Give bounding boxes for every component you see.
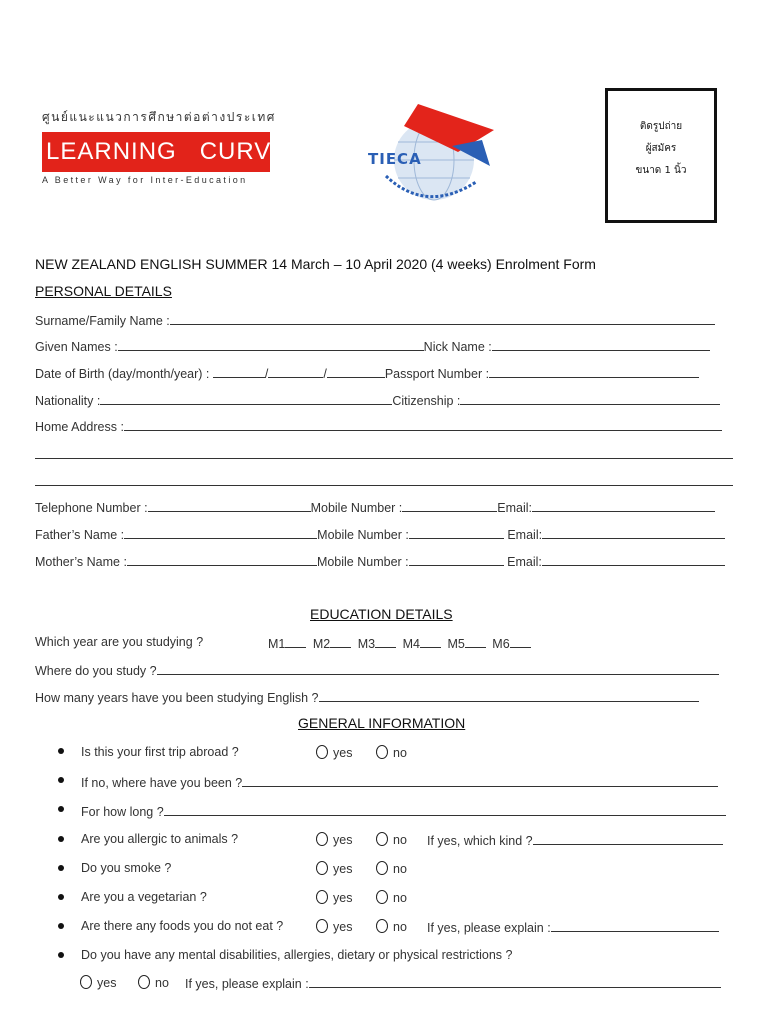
- year-m3-field[interactable]: [375, 635, 396, 648]
- radio-icon[interactable]: [376, 919, 388, 933]
- yes-label: yes: [333, 920, 353, 934]
- where-been-question: If no, where have you been ?: [81, 776, 243, 790]
- mother-row: [35, 553, 725, 569]
- citizenship-label: Citizenship :: [392, 394, 461, 408]
- email-field[interactable]: [532, 499, 715, 512]
- how-long-field[interactable]: [164, 803, 726, 816]
- photo-box-line1: ติดรูปถ่าย: [639, 121, 683, 132]
- first-trip-yes[interactable]: [316, 745, 352, 760]
- email-label: Email:: [497, 501, 533, 515]
- bullet-icon: [58, 952, 64, 958]
- telephone-field[interactable]: [148, 499, 311, 512]
- year-option-m5: M5: [447, 637, 465, 651]
- restrictions-explain-label: If yes, please explain :: [185, 977, 309, 991]
- bullet-icon: [58, 894, 64, 900]
- bullet-icon: [58, 836, 64, 842]
- dob-month-field[interactable]: [268, 365, 323, 378]
- no-label: no: [393, 891, 407, 905]
- restrictions-yes[interactable]: [80, 975, 116, 990]
- yes-label: yes: [333, 833, 353, 847]
- mother-email-label: Email:: [507, 555, 542, 569]
- father-email-label: Email:: [507, 528, 543, 542]
- year-m6-field[interactable]: [510, 635, 531, 648]
- allergic-kind-field[interactable]: [533, 832, 723, 845]
- father-name-field[interactable]: [124, 526, 317, 539]
- smoke-question: Do you smoke ?: [81, 861, 172, 875]
- yes-label: yes: [333, 746, 353, 760]
- father-mobile-field[interactable]: [409, 526, 504, 539]
- radio-icon[interactable]: [316, 861, 328, 875]
- bullet-icon: [58, 923, 64, 929]
- passport-field[interactable]: [489, 365, 699, 378]
- nationality-row: [35, 392, 720, 408]
- year-option-m2: M2: [312, 637, 331, 651]
- years-english-label: How many years have you been studying English ?: [35, 691, 319, 705]
- photo-box: [605, 88, 717, 223]
- allergic-animals-yes[interactable]: [316, 832, 352, 847]
- general-information-heading: GENERAL INFORMATION: [298, 715, 466, 731]
- citizenship-field[interactable]: [460, 392, 720, 405]
- logo-text: LEARNING CURVE: [46, 138, 289, 165]
- radio-icon[interactable]: [316, 832, 328, 846]
- foods-question: Are there any foods you do not eat ?: [81, 919, 284, 933]
- yes-label: yes: [97, 976, 117, 990]
- dob-label: Date of Birth (day/month/year) :: [35, 367, 210, 381]
- home-address-line-3[interactable]: [35, 485, 733, 486]
- smoke-yes[interactable]: [316, 861, 352, 876]
- home-address-label: Home Address :: [35, 420, 124, 434]
- mother-mobile-label: Mobile Number :: [316, 555, 409, 569]
- form-title: NEW ZEALAND ENGLISH SUMMER 14 March – 10 April 2020 (4 weeks) Enrolment Form: [35, 256, 596, 272]
- how-long-row: [81, 803, 726, 819]
- bullet-icon: [58, 806, 64, 812]
- study-year-options: [268, 635, 531, 651]
- surname-label: Surname/Family Name :: [35, 314, 170, 328]
- no-label: no: [393, 862, 407, 876]
- tieca-logo-text: TIECA: [368, 150, 422, 168]
- radio-icon[interactable]: [80, 975, 92, 989]
- given-names-field[interactable]: [118, 338, 424, 351]
- mother-mobile-field[interactable]: [409, 553, 504, 566]
- nick-name-field[interactable]: [492, 338, 710, 351]
- radio-icon[interactable]: [316, 890, 328, 904]
- restrictions-explain-field[interactable]: [309, 975, 721, 988]
- father-mobile-label: Mobile Number :: [317, 528, 409, 542]
- father-email-field[interactable]: [542, 526, 725, 539]
- dob-year-field[interactable]: [327, 365, 385, 378]
- home-address-line-2[interactable]: [35, 458, 733, 459]
- restrictions-explain-row: [185, 975, 721, 991]
- year-m1-field[interactable]: [285, 635, 306, 648]
- nick-name-label: Nick Name :: [423, 340, 492, 354]
- bullet-icon: [58, 865, 64, 871]
- mobile-field[interactable]: [402, 499, 497, 512]
- given-names-label: Given Names :: [35, 340, 118, 354]
- passport-label: Passport Number :: [384, 367, 490, 381]
- foods-yes[interactable]: [316, 919, 352, 934]
- logo-subtitle: A Better Way for Inter-Education: [42, 175, 248, 185]
- dob-separator: /: [264, 367, 269, 381]
- radio-icon[interactable]: [376, 832, 388, 846]
- home-address-field[interactable]: [124, 418, 722, 431]
- photo-box-line3: ขนาด 1 นิ้ว: [635, 165, 687, 176]
- radio-icon[interactable]: [316, 745, 328, 759]
- year-m4-field[interactable]: [420, 635, 441, 648]
- smoke-no[interactable]: [376, 861, 407, 876]
- year-option-m1: M1: [268, 637, 286, 651]
- thai-tagline: ศูนย์แนะแนวการศึกษาต่อต่างประเทศ: [42, 110, 276, 124]
- allergic-kind-row: [427, 832, 723, 848]
- where-been-field[interactable]: [242, 774, 718, 787]
- bullet-icon: [58, 777, 64, 783]
- restrictions-question: Do you have any mental disabilities, allergies, dietary or physical restrictions ?: [81, 948, 513, 962]
- vegetarian-question: Are you a vegetarian ?: [81, 890, 207, 904]
- vegetarian-no[interactable]: [376, 890, 407, 905]
- photo-box-line2: ผู้สมัคร: [645, 143, 677, 154]
- where-study-field[interactable]: [157, 662, 719, 675]
- year-m2-field[interactable]: [330, 635, 351, 648]
- education-details-heading: EDUCATION DETAILS: [310, 606, 453, 622]
- foods-explain-field[interactable]: [551, 919, 719, 932]
- first-trip-no[interactable]: [376, 745, 407, 760]
- allergic-animals-question: Are you allergic to animals ?: [81, 832, 239, 846]
- radio-icon[interactable]: [376, 745, 388, 759]
- radio-icon[interactable]: [376, 861, 388, 875]
- surname-row: [35, 312, 715, 328]
- bullet-icon: [58, 748, 64, 754]
- tieca-logo: [366, 102, 498, 204]
- learning-curve-logo: [42, 108, 289, 188]
- no-label: no: [155, 976, 169, 990]
- allergic-kind-label: If yes, which kind ?: [427, 834, 533, 848]
- year-option-m4: M4: [402, 637, 420, 651]
- where-been-row: [81, 774, 718, 790]
- year-option-m3: M3: [357, 637, 376, 651]
- dob-day-field[interactable]: [213, 365, 265, 378]
- telephone-label: Telephone Number :: [35, 501, 148, 515]
- study-year-row: [35, 635, 203, 649]
- where-study-label: Where do you study ?: [35, 664, 157, 678]
- nationality-field[interactable]: [100, 392, 392, 405]
- personal-details-heading: PERSONAL DETAILS: [35, 283, 172, 299]
- dob-row: [35, 365, 699, 381]
- year-m5-field[interactable]: [465, 635, 486, 648]
- radio-icon[interactable]: [138, 975, 150, 989]
- no-label: no: [393, 920, 407, 934]
- years-english-field[interactable]: [319, 689, 699, 702]
- mother-email-field[interactable]: [542, 553, 725, 566]
- no-label: no: [393, 833, 407, 847]
- surname-field[interactable]: [170, 312, 715, 325]
- mother-name-field[interactable]: [127, 553, 317, 566]
- no-label: no: [393, 746, 407, 760]
- telephone-row: [35, 499, 715, 515]
- where-study-row: [35, 662, 719, 678]
- foods-explain-label: If yes, please explain :: [427, 921, 551, 935]
- nationality-label: Nationality :: [35, 394, 101, 408]
- yes-label: yes: [333, 862, 353, 876]
- year-option-m6: M6: [492, 637, 510, 651]
- dob-separator: /: [323, 367, 327, 381]
- how-long-question: For how long ?: [81, 805, 164, 819]
- first-trip-question: Is this your first trip abroad ?: [81, 745, 239, 759]
- radio-icon[interactable]: [316, 919, 328, 933]
- given-names-row: [35, 338, 710, 354]
- home-address-row: [35, 418, 722, 434]
- allergic-animals-no[interactable]: [376, 832, 407, 847]
- foods-explain-row: [427, 919, 719, 935]
- study-year-label: Which year are you studying ?: [35, 635, 204, 649]
- mother-name-label: Mother’s Name :: [35, 555, 127, 569]
- years-english-row: [35, 689, 699, 705]
- father-name-label: Father’s Name :: [35, 528, 125, 542]
- father-row: [35, 526, 725, 542]
- vegetarian-yes[interactable]: [316, 890, 352, 905]
- radio-icon[interactable]: [376, 890, 388, 904]
- restrictions-no[interactable]: [138, 975, 169, 990]
- mobile-label: Mobile Number :: [310, 501, 403, 515]
- foods-no[interactable]: [376, 919, 407, 934]
- yes-label: yes: [333, 891, 353, 905]
